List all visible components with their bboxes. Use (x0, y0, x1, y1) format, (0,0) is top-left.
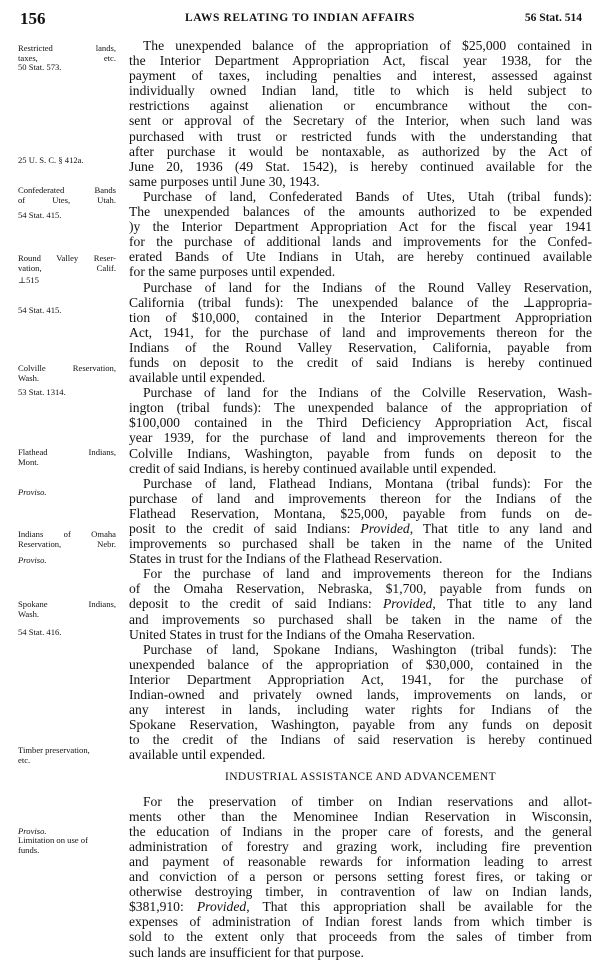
statute-text-body (129, 38, 592, 960)
margin-note: 50 Stat. 573. (18, 62, 62, 72)
text-line: United States in trust for the Indians of the Omaha Reservation. (129, 626, 476, 642)
text-line: The unexpended balance of the appropriation of $25,000 contained in (143, 38, 592, 53)
text-line: such lands are insufficient for that purpose. (129, 944, 364, 960)
text-line: credit of said Indians, is hereby continued available until expended. (129, 460, 497, 476)
margin-note: Restricted lands, taxes, etc. (18, 43, 116, 63)
margin-note: 54 Stat. 416. (18, 627, 62, 637)
margin-note: Proviso. (18, 826, 47, 836)
margin-note: Confederated Bands of Utes, Utah. (18, 185, 116, 205)
text-line: Flathead Reservation, Montana, $25,000, payable from funds on de- (129, 505, 592, 521)
text-line: The unexpended balances of the amounts authorized to be expended (129, 204, 592, 220)
statute-reference: 56 Stat. 514 (524, 12, 582, 24)
text-line: year 1939, for the purchase of land and improvements thereon for the (129, 430, 592, 446)
margin-note: Indians of Omaha Reservation, Nebr. (18, 529, 116, 549)
text-line: Indians of the Round Valley Reservation, California, payable from (129, 339, 592, 355)
text-line: Purchase of land for the Indians of the Round Valley Reservation, (143, 279, 592, 295)
page-number: 156 (20, 9, 46, 28)
text-line: Spokane Reservation, Washington, payable from any funds on deposit (129, 717, 592, 733)
margin-note: ⊥515 (18, 275, 39, 285)
text-line: after purchase it would be nontaxable, as authorized by the Act of (129, 143, 592, 159)
margin-note: 54 Stat. 415. (18, 210, 62, 220)
margin-note: Timber preservation, etc. (18, 745, 90, 765)
text-line: $381,910: Provided, That this appropriation shall be available for the (129, 899, 592, 915)
text-line: the education of Indians in the proper care of forests, and the general (129, 823, 592, 839)
margin-note: Spokane Indians, Wash. (18, 599, 116, 619)
text-line: Interior Department Appropriation Act, 1941, for the purchase of (129, 671, 592, 687)
margin-note: 53 Stat. 1314. (18, 387, 66, 397)
section-heading: INDUSTRIAL ASSISTANCE AND ADVANCEMENT (224, 770, 497, 783)
text-line: Purchase of land for the Indians of the Colville Reservation, Wash- (143, 385, 592, 401)
text-line: June 20, 1936 (49 Stat. 1542), is hereby continued available for the (129, 158, 592, 174)
text-line: posit to the credit of said Indians: Provided, That title to any land and (129, 521, 592, 536)
text-line: sent or approval of the Secretary of the Interior, when such land was (129, 113, 592, 129)
text-line: expenses of administration of Indian forest lands from which timber is (129, 914, 592, 930)
text-line: available until expended. (129, 370, 266, 386)
text-line: Purchase of land, Spokane Indians, Washington (tribal funds): The (143, 641, 592, 657)
text-line: Purchase of land, Flathead Indians, Montana (tribal funds): For the (143, 475, 592, 491)
text-line: available until expended. (129, 747, 266, 763)
text-line: Act, 1941, for the purchase of land and improvements thereon for the (129, 324, 592, 340)
text-line: purchased with trust or restricted funds with the understanding that (129, 128, 592, 144)
margin-note: Round Valley Reser- vation, Calif. (18, 253, 116, 273)
text-line: ington (tribal funds): The unexpended balance of the appropriation of (129, 400, 592, 416)
text-line: For the preservation of timber on Indian reservations and allot- (143, 793, 592, 809)
text-line: the Interior Department Appropriation Act, fiscal year 1938, for the (129, 53, 592, 69)
text-line: erated Bands of Ute Indians in Utah, are hereby continued available (129, 249, 592, 265)
text-line: any interest in lands, including water rights for Indians of the (129, 702, 592, 718)
text-line: tion of $10,000, contained in the Interior Department Appropriation (129, 309, 592, 325)
text-line: to the credit of the Indians of said reservation is hereby continued (129, 732, 592, 748)
margin-note: Limitation on use of funds. (18, 835, 88, 855)
margin-note: Proviso. (18, 555, 47, 565)
text-line: individually owned Indian land, title to which is held subject to (129, 83, 592, 99)
text-line: sold to the extent only that proceeds from the sales of timber from (129, 929, 592, 945)
text-line: Colville Indians, Washington, payable from funds on deposit to the (129, 445, 592, 461)
text-line: unexpended balance of the appropriation of $30,000, contained in the (129, 656, 592, 672)
text-line: and conviction of a person or persons setting forest fires, or taking or (129, 869, 592, 885)
text-line: purchase of land and improvements thereon for the Indians of the (129, 490, 592, 506)
text-line: for the purchase of additional lands and improvements for the Confed- (129, 234, 592, 250)
text-line: deposit to the credit of said Indians: Provided, That title to any land (129, 596, 592, 612)
text-line: )y the Interior Department Appropriation Act for the fiscal year 1941 (129, 219, 592, 235)
margin-note: Colville Reservation, Wash. (18, 363, 116, 383)
text-line: ments other than the Menominee Indian Reservation in Wisconsin, (129, 808, 592, 824)
margin-note: Proviso. (18, 487, 47, 497)
margin-note: Flathead Indians, Mont. (18, 447, 116, 467)
text-line: and improvements so purchased shall be taken in the name of the (129, 611, 592, 627)
text-line: Indian-owned and privately owned lands, improvements on lands, or (129, 687, 592, 703)
running-title: LAWS RELATING TO INDIAN AFFAIRS (185, 12, 415, 24)
text-line: for the same purposes until expended. (129, 264, 336, 280)
text-line: For the purchase of land and improvements thereon for the Indians (143, 566, 592, 582)
text-line: and payment of reasonable rewards for information leading to arrest (129, 853, 592, 869)
text-line: of the Omaha Reservation, Nebraska, $1,700, payable from funds on (129, 581, 592, 597)
text-line: California (tribal funds): The unexpended balance of the ⊥appropria- (129, 294, 592, 310)
margin-note: 54 Stat. 415. (18, 305, 62, 315)
text-line: States in trust for the Indians of the Flathead Reservation. (129, 551, 443, 567)
margin-note: 25 U. S. C. § 412a. (18, 155, 84, 165)
text-line: $100,000 contained in the Third Deficiency Appropriation Act, fiscal (129, 415, 592, 431)
text-line: funds on deposit to the credit of said Indians is hereby continued (129, 354, 592, 370)
text-line: administration of forestry and grazing work, including fire prevention (129, 838, 592, 854)
text-line: payment of taxes, including penalties and interest, assessed against (129, 68, 592, 84)
text-line: improvements so purchased shall be taken in the name of the United (129, 536, 592, 552)
text-line: same purposes until June 30, 1943. (129, 173, 320, 189)
text-line: Purchase of land, Confederated Bands of Utes, Utah (tribal funds): (143, 188, 592, 204)
text-line: otherwise destroying timber, in contravention of law on Indian lands, (129, 884, 592, 900)
text-line: restrictions against alienation or encumbrance without the con- (129, 98, 592, 114)
running-header (0, 9, 600, 31)
